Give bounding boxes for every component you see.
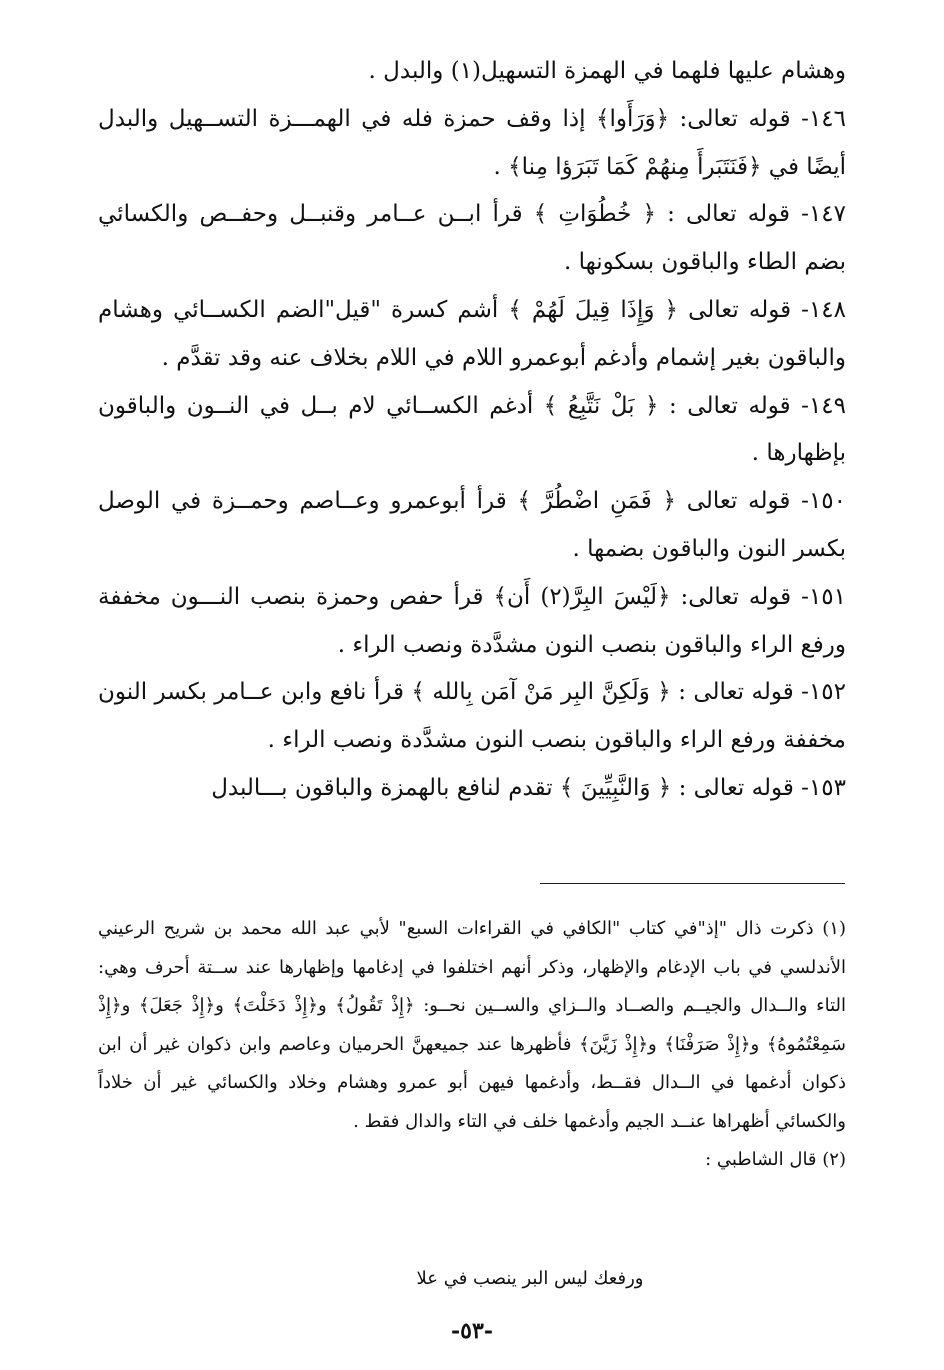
entry-148: ١٤٨- قوله تعالى ﴿ وَإِذَا قِيلَ لَهُمْ ﴾ أشم كسرة "قيل"الضم الكســائي وهشام والباقون بغير إشمام وأدغم أبوعمرو اللام في اللام بخلاف عنه وقد تقدَّم . xyxy=(98,296,846,371)
entry-150: ١٥٠- قوله تعالى ﴿ فَمَنِ اضْطُرَّ ﴾ قرأ أبوعمرو وعــاصم وحمــزة في الوصل بكسر النون والباقون بضمها . xyxy=(98,488,846,562)
entry-146: ١٤٦- قوله تعالى: ﴿وَرَأَوا﴾ إذا وقف حمزة فله في الهمـــزة التســهيل والبدل أيضًا في ﴿فَنَتَبَرأَ مِنهُمْ كَمَا تَبَرَؤا مِنا﴾ . xyxy=(98,105,846,180)
paragraph-continuation: وهشام عليها فلهما في الهمزة التسهيل(١) والبدل . xyxy=(368,58,846,84)
footnote-2: (٢) قال الشاطبي : xyxy=(705,1149,846,1170)
footnote-1: (١) ذكرت ذال "إذ"في كتاب "الكافي في القراءات السبع" لأبي عبد الله محمد بن شريح الرعيني الأندلسي في باب الإدغام والإظهار، وذكر أنهم اختلفوا في إدغامها وإظهارها عند ســتة أحرف وهي: التاء والــدال والجيــم والصــاد والــزاي والســين نحــو: ﴿إِذْ تَقُولُ﴾ و﴿إِذْ دَخَلْتَ﴾ و﴿إِذْ جَعَلَ﴾ و﴿إِذْ سَمِعْتُمُوهُ﴾ و﴿إِذْ صَرَفْنَا﴾ و﴿إِذْ زَيَّنَ﴾ فأظهرها عند جميعهنَّ الحرميان وعاصم وابن ذكوان غير أن ابن ذكوان أدغمها في الــدال فقــط، وأدغمها فيهن أبو عمرو وهشام وخلاد والكسائي غير أن خلاداً والكسائي أظهراها عنــد الجيم وأدغمها خلف في التاء والدال فقط . xyxy=(98,918,847,1132)
main-text xyxy=(98,48,846,813)
entry-149: ١٤٩- قوله تعالى : ﴿ بَلْ نَتَّبِعُ ﴾ أدغم الكســائي لام بــل في النــون والباقون بإظهارها . xyxy=(98,392,846,467)
poem-verse: ورفعك ليس البر ينصب في علا xyxy=(416,1268,644,1289)
page-number: -٥٣- xyxy=(451,1318,493,1344)
footnotes xyxy=(98,910,846,1180)
entry-153: ١٥٣- قوله تعالى : ﴿ وَالنَّبِيِّينَ ﴾ تقدم لنافع بالهمزة والباقون بـــالبدل xyxy=(211,774,846,801)
entry-152: ١٥٢- قوله تعالى : ﴿ وَلَكِنَّ البِر مَنْ آمَن بِالله ﴾ قرأ نافع وابن عــامر بكسر النون مخففة ورفع الراء والباقون بنصب النون مشدَّدة ونصب الراء . xyxy=(98,679,846,754)
entry-147: ١٤٧- قوله تعالى : ﴿ خُطُوَاتِ ﴾ قرأ ابــن عــامر وقنبــل وحفــص والكسائي بضم الطاء والباقون بسكونها . xyxy=(98,201,846,276)
footnote-separator xyxy=(540,883,845,884)
entry-151: ١٥١- قوله تعالى: ﴿لَيْسَ البِرَّ(٢) أَن﴾ قرأ حفص وحمزة بنصب النـــون مخففة ورفع الراء والباقون بنصب النون مشدَّدة ونصب الراء . xyxy=(98,583,846,658)
